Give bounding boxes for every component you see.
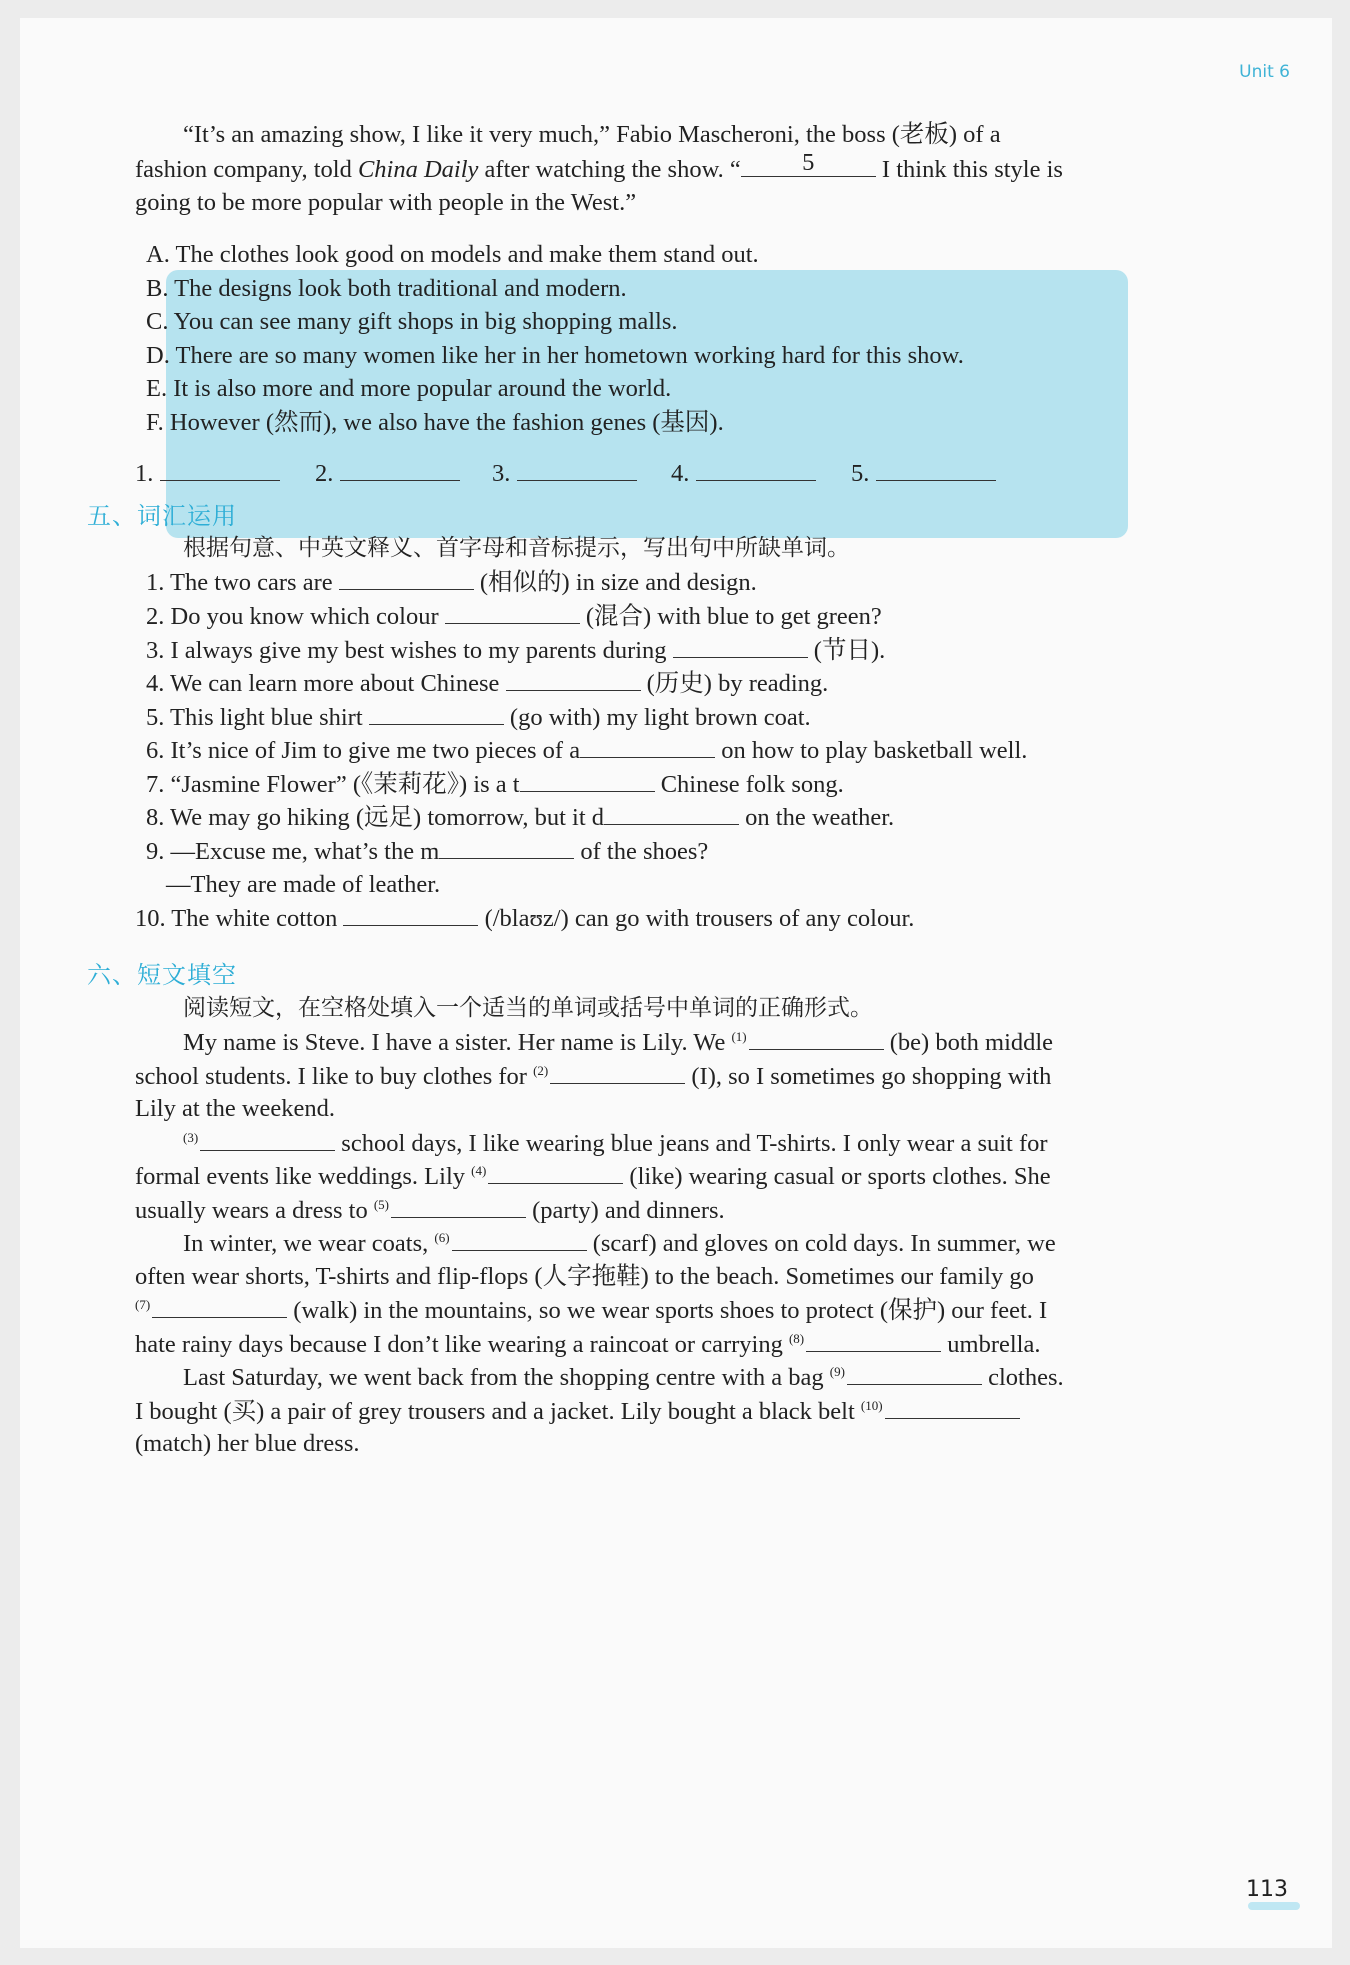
section-6-instruction: 阅读短文，在空格处填入一个适当的单词或括号中单词的正确形式。 bbox=[183, 995, 873, 1021]
passage-line: My name is Steve. I have a sister. Her name is Lily. We $^{(1)}$ (be) both middle bbox=[183, 1028, 1054, 1056]
answer-blank[interactable] bbox=[340, 458, 460, 481]
answer-blank[interactable] bbox=[200, 1128, 335, 1151]
passage-line: $^{(7)}$ (walk) in the mountains, so we wear sports shoes to protect (保护) our feet. I bbox=[135, 1296, 1048, 1324]
section-5-title: 五、词汇运用 bbox=[87, 502, 237, 530]
vocab-item: 4. We can learn more about Chinese (历史) by reading. bbox=[146, 670, 829, 697]
vocab-item: 2. Do you know which colour (混合) with blue to get green? bbox=[146, 603, 882, 630]
answer-blank[interactable] bbox=[343, 903, 478, 926]
answer-3: 3. bbox=[492, 458, 637, 489]
answer-blank[interactable] bbox=[749, 1027, 884, 1050]
answer-blank[interactable] bbox=[391, 1195, 526, 1218]
passage-line: $^{(3)}$ school days, I like wearing blue jeans and T-shirts. I only wear a suit for bbox=[183, 1129, 1048, 1157]
answer-blank[interactable] bbox=[160, 458, 280, 481]
answer-blank[interactable] bbox=[673, 635, 808, 658]
answer-blank[interactable] bbox=[488, 1161, 623, 1184]
vocab-item: —They are made of leather. bbox=[166, 871, 441, 898]
vocab-item: 8. We may go hiking (远足) tomorrow, but it d on the weather. bbox=[146, 804, 895, 831]
answer-blank[interactable] bbox=[520, 769, 655, 792]
passage-line: I bought (买) a pair of grey trousers and a jacket. Lily bought a black belt $^{(10)}$ bbox=[135, 1396, 1020, 1427]
passage-line: fashion company, told China Daily after watching the show. “ 5 I think this style is bbox=[135, 149, 1063, 183]
answer-blank[interactable] bbox=[885, 1396, 1020, 1419]
section-6-title: 六、短文填空 bbox=[87, 961, 237, 989]
answer-blank[interactable] bbox=[439, 836, 574, 859]
answer-blank[interactable] bbox=[369, 702, 504, 725]
section-5-instruction: 根据句意、中英文释义、首字母和音标提示，写出句中所缺单词。 bbox=[183, 535, 850, 561]
answer-4: 4. bbox=[671, 458, 816, 489]
vocab-item: 10. The white cotton (/blaʊz/) can go with trousers of any colour. bbox=[135, 905, 915, 932]
answer-blank[interactable] bbox=[876, 458, 996, 481]
passage-line: Last Saturday, we went back from the shopping centre with a bag $^{(9)}$ clothes. bbox=[183, 1363, 1064, 1391]
answer-blank[interactable] bbox=[152, 1295, 287, 1318]
vocab-item: 5. This light blue shirt (go with) my light brown coat. bbox=[146, 704, 811, 731]
passage-line: Lily at the weekend. bbox=[135, 1095, 336, 1122]
passage-line: usually wears a dress to $^{(5)}$ (party) and dinners. bbox=[135, 1196, 725, 1224]
option-a: A. The clothes look good on models and make them stand out. bbox=[146, 241, 759, 268]
passage-line: “It’s an amazing show, I like it very much,” Fabio Mascheroni, the boss (老板) of a bbox=[183, 121, 1001, 148]
answer-1: 1. bbox=[135, 458, 280, 489]
vocab-item: 3. I always give my best wishes to my parents during (节日). bbox=[146, 637, 886, 664]
answer-blank[interactable] bbox=[506, 668, 641, 691]
answer-blank[interactable] bbox=[445, 601, 580, 624]
unit-label: Unit 6 bbox=[1239, 62, 1290, 82]
page-number: 113 bbox=[1246, 1877, 1288, 1902]
option-b: B. The designs look both traditional and modern. bbox=[146, 275, 627, 302]
vocab-item: 1. The two cars are (相似的) in size and design. bbox=[146, 569, 757, 596]
option-f: F. However (然而), we also have the fashion genes (基因). bbox=[146, 409, 724, 436]
vocab-item: 9. —Excuse me, what’s the m of the shoes? bbox=[146, 838, 709, 865]
answer-blank[interactable] bbox=[452, 1228, 587, 1251]
passage-line: formal events like weddings. Lily $^{(4)}$ (like) wearing casual or sports clothes. She bbox=[135, 1162, 1051, 1190]
passage-line: going to be more popular with people in the West.” bbox=[135, 189, 637, 216]
answer-blank[interactable] bbox=[580, 735, 715, 758]
answer-blank[interactable] bbox=[847, 1362, 982, 1385]
passage-line: school students. I like to buy clothes for $^{(2)}$ (I), so I sometimes go shopping with bbox=[135, 1062, 1052, 1090]
option-e: E. It is also more and more popular around the world. bbox=[146, 375, 672, 402]
answer-blank[interactable] bbox=[696, 458, 816, 481]
passage-line: often wear shorts, T-shirts and flip-flops (人字拖鞋) to the beach. Sometimes our family go bbox=[135, 1263, 1034, 1290]
page-number-highlight bbox=[1248, 1902, 1300, 1910]
answer-blank[interactable] bbox=[806, 1329, 941, 1352]
passage-line: In winter, we wear coats, $^{(6)}$ (scarf) and gloves on cold days. In summer, we bbox=[183, 1229, 1056, 1257]
answer-5: 5. bbox=[851, 458, 996, 489]
answer-blank[interactable]: 5 bbox=[741, 154, 876, 177]
vocab-item: 6. It’s nice of Jim to give me two pieces of a on how to play basketball well. bbox=[146, 737, 1028, 764]
workbook-page bbox=[20, 18, 1332, 1948]
option-d: D. There are so many women like her in her hometown working hard for this show. bbox=[146, 342, 964, 369]
vocab-item: 7. “Jasmine Flower” (《茉莉花》) is a t Chinese folk song. bbox=[146, 771, 844, 798]
answer-2: 2. bbox=[315, 458, 460, 489]
answer-blank[interactable] bbox=[604, 802, 739, 825]
answer-blank[interactable] bbox=[550, 1061, 685, 1084]
answer-blank[interactable] bbox=[339, 567, 474, 590]
answer-blank[interactable] bbox=[517, 458, 637, 481]
option-c: C. You can see many gift shops in big shopping malls. bbox=[146, 308, 678, 335]
passage-line: (match) her blue dress. bbox=[135, 1430, 360, 1457]
passage-line: hate rainy days because I don’t like wearing a raincoat or carrying $^{(8)}$ umbrella. bbox=[135, 1330, 1041, 1358]
